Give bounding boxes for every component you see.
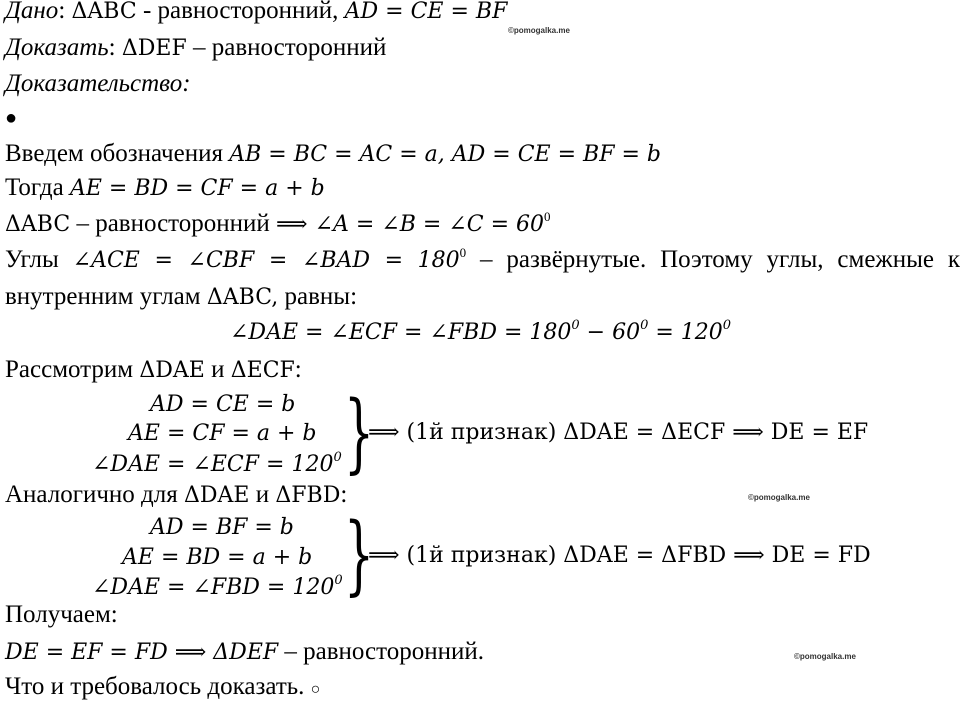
given-label: Дано <box>5 0 59 24</box>
system1-brace: } <box>344 383 375 483</box>
line-internal: внутренним углам ΔABC, равны: <box>5 283 358 310</box>
system2-conclusion: ⟹ (1й признак) ΔDAE = ΔFBD ⟹ DE = FD <box>368 543 871 568</box>
line-similarly: Аналогично для ΔDAE и ΔFBD: <box>5 481 348 508</box>
line-equilateral: ΔABC – равносторонний ⟹ ∠A = ∠B = ∠C = $60^0$ <box>5 209 551 237</box>
system1-row1: AD = CE = b <box>150 392 296 417</box>
line-angles: Углы ∠ACE = ∠CBF = ∠BAD = $180^0$ – развёрнутые. Поэтому углы, смежные к <box>5 245 960 273</box>
bullet: ● <box>5 107 18 129</box>
line-consider: Рассмотрим ΔDAE и ΔECF: <box>5 356 302 383</box>
line-prove: Доказать: ΔDEF – равносторонний <box>5 34 387 61</box>
line-then: Тогда AE = BD = CF = a + b <box>5 174 325 201</box>
line-given: Дано: ΔABC - равносторонний, AD = CE = BF <box>5 0 507 27</box>
system1-row2: AE = CF = a + b <box>128 421 317 446</box>
equation-center: ∠DAE = ∠ECF = ∠FBD = $180^0 - 60^0 = 120^0$ <box>230 318 732 345</box>
system1-row3: ∠DAE = ∠ECF = $120^0$ <box>92 450 342 477</box>
qed-mark: ○ <box>310 681 321 698</box>
proof-label: Доказательство: <box>5 70 191 97</box>
system2-row3: ∠DAE = ∠FBD = $120^0$ <box>92 573 343 600</box>
watermark: ©pomogalka.me <box>508 26 570 35</box>
system2-row1: AD = BF = b <box>150 515 294 540</box>
line-notation: Введем обозначения AB = BC = AC = a, AD = CE = BF = b <box>5 140 661 167</box>
line-we-get: Получаем: <box>5 601 118 628</box>
line-qed: Что и требовалось доказать. ○ <box>5 673 321 700</box>
watermark: ©pomogalka.me <box>794 652 856 661</box>
system2-brace: } <box>344 505 375 605</box>
line-result: DE = EF = FD ⟹ ΔDEF – равносторонний. <box>5 638 485 665</box>
system2-row2: AE = BD = a + b <box>122 545 313 570</box>
watermark: ©pomogalka.me <box>748 493 810 502</box>
prove-label: Доказать <box>5 34 109 61</box>
system1-conclusion: ⟹ (1й признак) ΔDAE = ΔECF ⟹ DE = EF <box>368 420 869 445</box>
